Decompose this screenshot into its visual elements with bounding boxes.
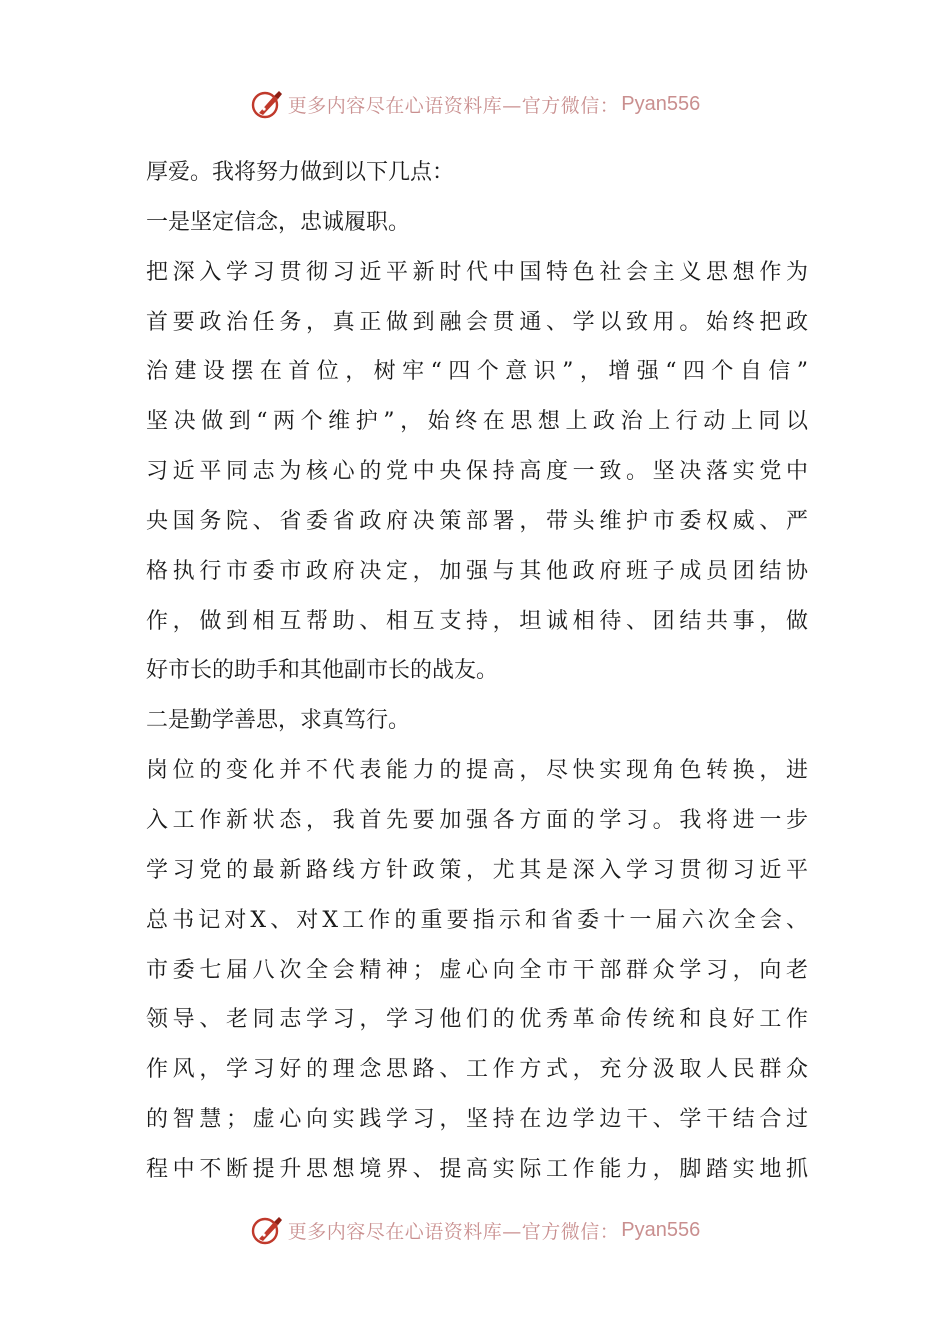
watermark-text: 更多内容尽在心语资料库—官方微信： [287,94,620,117]
watermark-wechat-id: Pyan556 [621,92,701,115]
text-line: 治建设摆在首位，树牢“四个意识”，增强“四个自信” [146,359,808,385]
text-line: 作风，学习好的理念思路、工作方式，充分汲取人民群众 [146,1057,808,1083]
document-body [146,148,808,1195]
text-line: 好市长的助手和其他副市长的战友。 [146,658,499,684]
text-line: 岗位的变化并不代表能力的提高，尽快实现角色转换，进 [146,758,808,784]
text-line: 厚爱。我将努力做到以下几点： [146,160,455,185]
text-line: 总书记对X、对X工作的重要指示和省委十一届六次全会、 [146,907,808,933]
text-line: 程中不断提升思想境界、提高实际工作能力，脚踏实地抓 [146,1156,808,1182]
pen-nib-logo-icon [250,87,284,121]
text-line: 作，做到相互帮助、相互支持，坦诚相待、团结共事，做 [146,608,808,634]
header-watermark [0,84,950,124]
text-line: 学习党的最新路线方针政策，尤其是深入学习贯彻习近平 [146,857,808,883]
footer-watermark [0,1210,950,1250]
text-line: 市委七届八次全会精神；虚心向全市干部群众学习，向老 [146,957,808,983]
text-line: 的智慧；虚心向实践学习，坚持在边学边干、学干结合过 [146,1107,808,1133]
watermark-wechat-id: Pyan556 [621,1218,701,1241]
text-line: 把深入学习贯彻习近平新时代中国特色社会主义思想作为 [146,259,808,285]
pen-nib-logo-icon [250,1213,284,1247]
text-line: 央国务院、省委省政府决策部署，带头维护市委权威、严 [146,508,808,534]
section-heading: 一是坚定信念，忠诚履职。 [146,209,411,235]
text-line: 领导、老同志学习，学习他们的优秀革命传统和良好工作 [146,1007,808,1033]
text-line: 习近平同志为核心的党中央保持高度一致。坚决落实党中 [146,459,808,485]
text-line: 入工作新状态，我首先要加强各方面的学习。我将进一步 [146,807,808,833]
section-heading: 二是勤学善思，求真笃行。 [146,708,411,734]
text-line: 坚决做到“两个维护”，始终在思想上政治上行动上同以 [146,409,808,435]
text-line: 首要政治任务，真正做到融会贯通、学以致用。始终把政 [146,309,808,335]
watermark-text: 更多内容尽在心语资料库—官方微信： [287,1220,620,1243]
text-line: 格执行市委市政府决定，加强与其他政府班子成员团结协 [146,558,808,584]
